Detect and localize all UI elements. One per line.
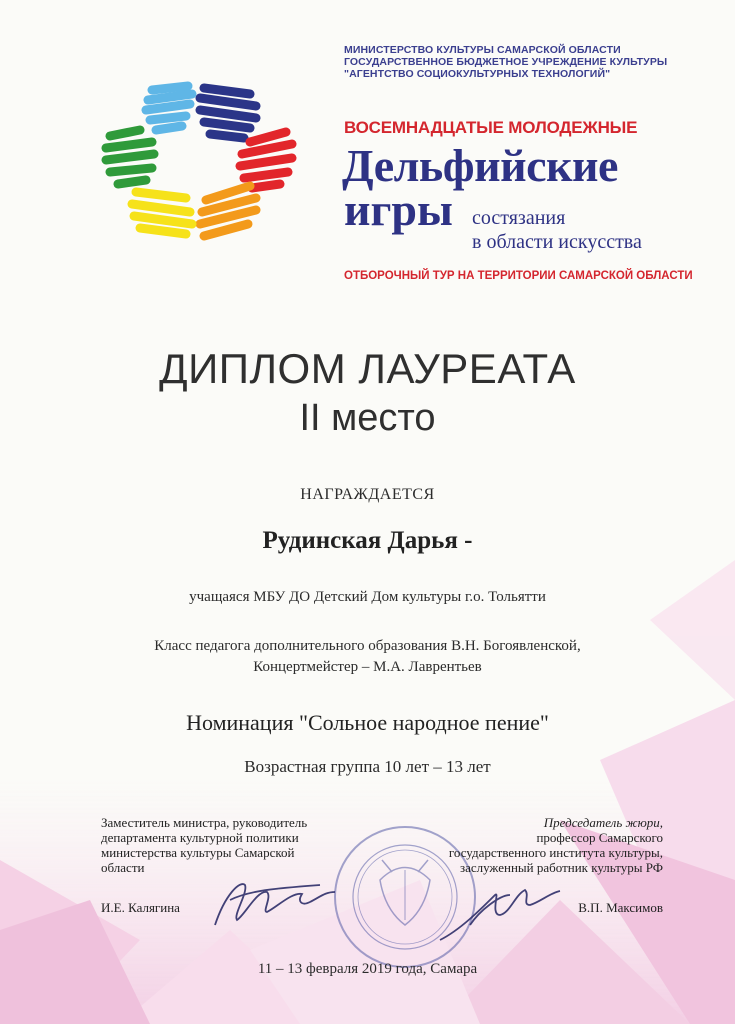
signatory-left-name: И.Е. Калягина [101,900,180,915]
age-group-line: Возрастная группа 10 лет – 13 лет [244,757,491,776]
recipient-name: Рудинская Дарья - [262,527,473,554]
logo-stroke-orange [200,186,256,236]
diploma-title: ДИПЛОМ ЛАУРЕАТА [159,345,576,392]
signatory-right-title-line: заслуженный работник культуры РФ [459,860,663,875]
organization-block [344,44,674,80]
signatory-left-title [101,815,307,875]
signatory-right-title-line: профессор Самарского [536,830,663,845]
logo-stroke-light-blue [146,86,192,130]
event-subtitle-line1: состязания [472,207,566,229]
signatory-left-title-line: Заместитель министра, руководитель [101,815,308,830]
qualifying-tour-label: ОТБОРОЧНЫЙ ТУР НА ТЕРРИТОРИИ САМАРСКОЙ ОБЛАСТИ [344,270,693,282]
student-affiliation: учащаяся МБУ ДО Детский Дом культуры г.о. Тольятти [189,589,546,605]
org-line-institution: ГОСУДАРСТВЕННОЕ БЮДЖЕТНОЕ УЧРЕЖДЕНИЕ КУЛЬТУРЫ [344,56,668,68]
logo-stroke-green [106,130,154,184]
pink-polygon-pattern [0,560,735,1024]
logo-stroke-navy [200,88,256,138]
event-title-line2: игры [344,184,453,235]
teacher-line: Класс педагога дополнительного образования В.Н. Богоявленской, [154,638,581,654]
date-place: 11 – 13 февраля 2019 года, Самара [257,961,478,977]
event-title-line1: Дельфийские [342,140,618,191]
event-subtitle-line2: в области искусства [472,231,642,253]
org-line-agency: "АГЕНТСТВО СОЦИОКУЛЬТУРНЫХ ТЕХНОЛОГИЙ" [344,68,611,80]
logo-stroke-yellow [132,192,192,234]
signatory-right-title-line: государственного института культуры, [448,845,663,860]
edition-label: ВОСЕМНАДЦАТЫЕ МОЛОДЕЖНЫЕ [344,118,638,137]
accompanist-line: Концертмейстер – М.А. Лаврентьев [253,659,482,675]
signatory-right-name: В.П. Максимов [578,900,663,915]
awarded-label: НАГРАЖДАЕТСЯ [300,486,435,503]
nomination-line: Номинация "Сольное народное пение" [186,710,549,735]
logo-stroke-red [240,132,292,188]
org-line-ministry: МИНИСТЕРСТВО КУЛЬТУРЫ САМАРСКОЙ ОБЛАСТИ [344,44,621,56]
signatory-left-title-line: департамента культурной политики [101,830,299,845]
signatory-left-title-line: области [101,860,145,875]
delphic-games-logo [100,80,300,250]
signatory-left-title-line: министерства культуры Самарской [101,845,295,860]
signatory-right-title-line: Председатель жюри, [543,815,663,830]
signatory-right-title [400,815,663,875]
place-label: II место [299,397,436,439]
